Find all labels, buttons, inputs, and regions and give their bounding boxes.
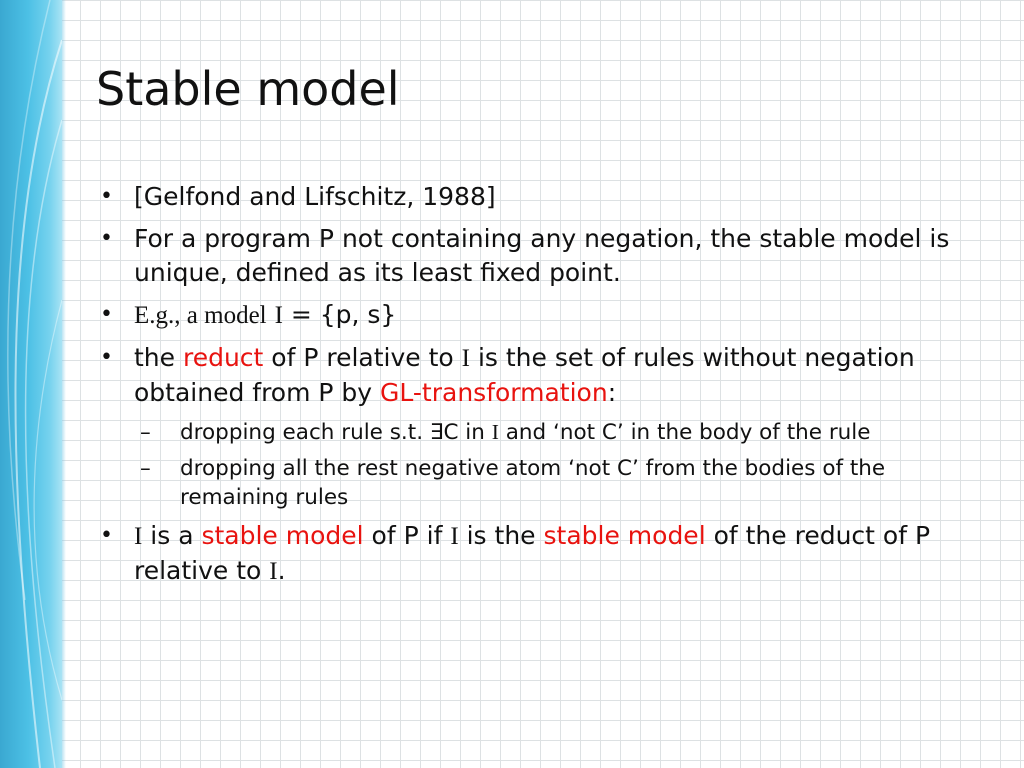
bullet-citation [96, 180, 976, 214]
stable-text-3: is the [458, 521, 544, 550]
interpretation-symbol: I [450, 523, 459, 550]
bullet-reduct [96, 341, 976, 410]
sub-bullet-drop-rule [96, 418, 976, 447]
interpretation-symbol: I [491, 420, 499, 444]
sub-text: dropping all the rest negative atom ‘not C’ from the bodies of the remaining rules [180, 456, 886, 510]
stable-model-term: stable model [543, 521, 706, 550]
gl-transformation-term: GL-transformation [380, 378, 608, 407]
interpretation-symbol: I [274, 302, 283, 329]
bullet-marker: • [100, 226, 113, 251]
bullet-marker: • [100, 302, 113, 327]
slide-title: Stable model [96, 62, 400, 116]
reduct-pre: the [134, 343, 183, 372]
stable-model-term: stable model [201, 521, 364, 550]
bullet-marker: • [100, 345, 113, 370]
bullet-stable-model [96, 519, 976, 589]
bullet-marker: • [100, 184, 113, 209]
sub-bullet-marker: – [140, 456, 151, 481]
sub-text-pre: dropping each rule s.t. ∃C in [180, 420, 492, 445]
reduct-term: reduct [182, 343, 264, 372]
stable-text-5: . [277, 556, 286, 585]
interpretation-symbol: I [134, 523, 143, 550]
slide-content [96, 180, 976, 597]
reduct-mid2: is the set of rules without negation obtained from P by [134, 343, 915, 407]
band-edge [62, 0, 66, 768]
interpretation-symbol: I [461, 345, 470, 372]
sub-bullet-marker: – [140, 420, 151, 445]
stable-text-1: is a [142, 521, 202, 550]
reduct-end: : [607, 378, 617, 407]
reduct-mid1: of P relative to [263, 343, 462, 372]
bullet-marker: • [100, 523, 113, 548]
stable-text-4: of the reduct of P relative to [134, 521, 931, 585]
bullet-text: For a program P not containing any negation, the stable model is unique, defined as its least fixed point. [134, 224, 950, 287]
decorative-curves [0, 0, 62, 768]
sub-text-post: and ‘not C’ in the body of the rule [498, 420, 871, 445]
example-label: E.g., a model [134, 302, 267, 329]
interpretation-symbol: I [269, 558, 278, 585]
bullet-definition [96, 222, 976, 290]
stable-text-2: of P if [363, 521, 451, 550]
sub-bullet-drop-atoms [96, 454, 976, 512]
bullet-text: [Gelfond and Lifschitz, 1988] [134, 182, 496, 211]
example-set: = {p, s} [282, 300, 397, 329]
bullet-example [96, 298, 976, 333]
decorative-side-band [0, 0, 62, 768]
